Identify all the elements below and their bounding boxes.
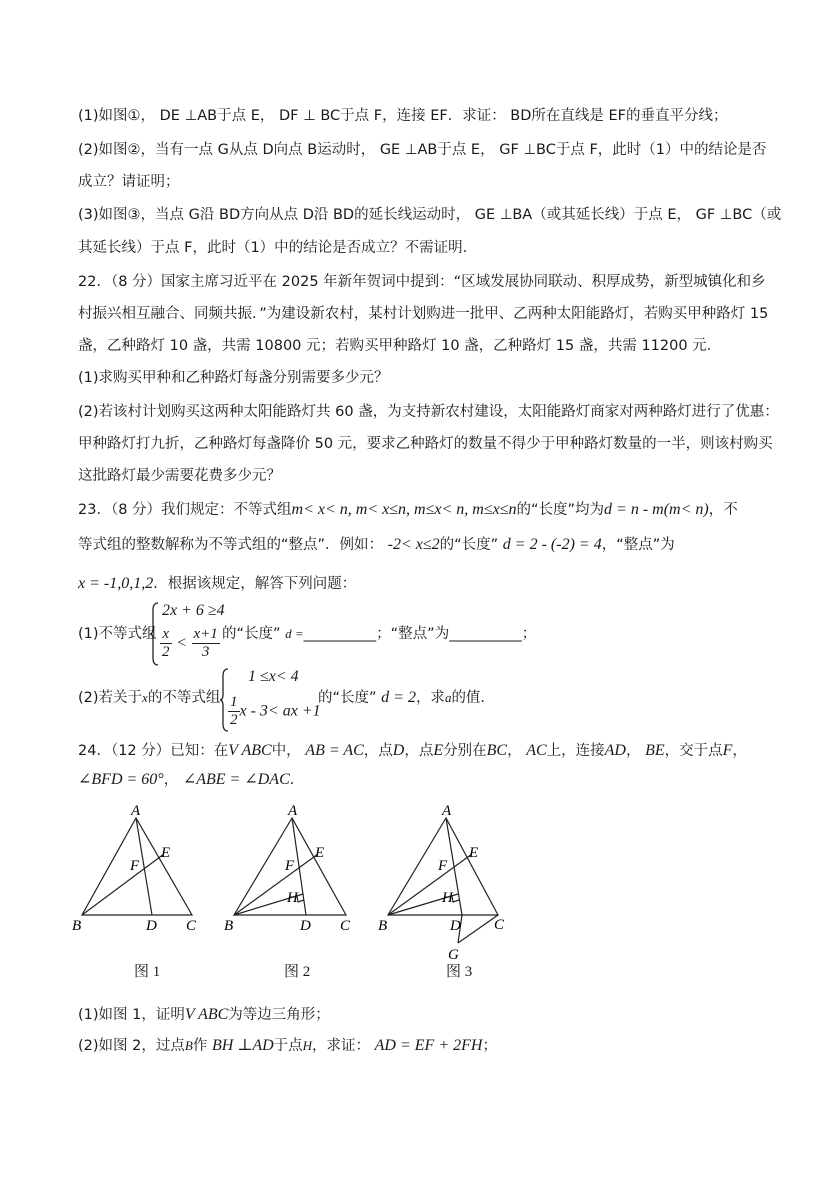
- fig2-label-c: C: [340, 918, 351, 934]
- fig3-label-h: H: [442, 890, 453, 906]
- q24-part2-b-point: B: [184, 1038, 193, 1053]
- q23-part2-end: 的值．: [451, 690, 495, 706]
- figure-3: [374, 802, 524, 962]
- q24-part1-b: 为等边三角形；: [228, 1007, 330, 1023]
- q24-angle-bfd: ∠BFD = 60°: [78, 771, 164, 788]
- q23-part2-frac: [228, 694, 240, 729]
- q23-instruction: ．根据该规定，解答下列问题：: [153, 576, 357, 592]
- q24-part2-at: 于点: [273, 1038, 303, 1054]
- q24-part2: [78, 1036, 497, 1056]
- punct: ，: [625, 743, 641, 759]
- q23-integer-points: x = -1,0,1,2: [78, 575, 154, 592]
- fig3-label-c: C: [494, 917, 505, 933]
- frac-numerator: x: [160, 626, 172, 644]
- q24-part1: [78, 1005, 330, 1025]
- frac-denominator: 3: [201, 644, 210, 660]
- q24-angle-abe: ∠ABE = ∠DAC: [182, 771, 290, 788]
- q24-be: BE: [645, 742, 665, 759]
- q23-part1: [78, 624, 157, 644]
- fig3-caption: 图 3: [446, 964, 473, 980]
- q23-example-points: ，“整点”为: [601, 537, 675, 553]
- fig2-label-f: F: [285, 858, 295, 874]
- fig2-label-e: E: [315, 845, 325, 861]
- q21-part1: (1)如图①， DE ⊥AB于点 E， DF ⊥ BC于点 F，连接 EF．求证： BD所在直线是 EF的垂直平分线；: [78, 108, 728, 124]
- q23-part1-label: (1)不等式组: [78, 626, 157, 642]
- fig3-label-e: E: [469, 845, 479, 861]
- less-than: <: [176, 634, 187, 652]
- q24-intro: 24．（12 分）已知：在: [78, 743, 229, 759]
- q23-head: 23．（8 分）我们规定：不等式组: [78, 502, 292, 518]
- q24-part2-make: 作: [192, 1038, 208, 1054]
- fig3-label-g: G: [448, 947, 459, 962]
- fig1-caption: 图 1: [134, 964, 161, 980]
- q23-part2-label-a: (2)若关于: [78, 690, 143, 706]
- q24-part1-a: (1)如图 1，证明: [78, 1007, 185, 1023]
- q24-point-f: F: [722, 742, 733, 759]
- q24-part2-a: (2)如图 2，过点: [78, 1038, 185, 1054]
- q24-point-label: ，点: [363, 743, 393, 759]
- q22-part1: (1)求购买甲种和乙种路灯每盏分别需要多少元？: [78, 370, 389, 386]
- q23-line3: [78, 574, 356, 594]
- punct: ；: [482, 1038, 497, 1054]
- q24-part2-h-point: H: [302, 1038, 313, 1053]
- q23-example: -2< x≤2: [387, 536, 440, 553]
- q21-part2-line1: (2)如图②，当有一点 G从点 D向点 B运动时， GE ⊥AB于点 E， GF ⊥BC于点 F，此时（1）中的结论是否: [78, 142, 767, 158]
- segment-be: [234, 854, 318, 915]
- fig2-label-a: A: [288, 803, 298, 819]
- fig1-label-d: D: [146, 918, 157, 934]
- q23-part1-frac2: [192, 626, 220, 661]
- q21-part2-line2: 成立？请证明；: [78, 174, 180, 190]
- q24-in: 中，: [271, 743, 301, 759]
- q23-part1-length-label: 的“长度”: [222, 626, 281, 642]
- frac-numerator: x+1: [193, 626, 218, 642]
- q22-line3: 盏，乙种路灯 10 盏，共需 10800 元；若购买甲种路灯 10 盏，乙种路灯 15 盏，共需 11200 元．: [78, 338, 722, 354]
- q23-example-intro: 等式组的整数解称为不等式组的“整点”．例如：: [78, 537, 384, 553]
- q24-ad: AD: [604, 742, 626, 759]
- q24-point-e: E: [433, 742, 444, 759]
- q23-part1-d: d =: [285, 626, 304, 641]
- right-angle-mark: [452, 896, 459, 902]
- q23-part2-rest: [318, 688, 495, 708]
- fig3-label-f: F: [438, 858, 448, 874]
- figure-1: [70, 802, 210, 942]
- q23-part1-rest: [222, 624, 536, 644]
- q23-part2-ineq2: x - 3< ax +1: [239, 702, 321, 720]
- q24-part2-equation: AD = EF + 2FH: [374, 1037, 483, 1054]
- q24-ac: AC: [526, 742, 547, 759]
- q24-intersect: ，交于点: [664, 743, 723, 759]
- fig2-label-h: H: [287, 890, 298, 906]
- punct: ；: [521, 626, 537, 642]
- q23-part2-ineq1: 1 ≤x< 4: [248, 668, 299, 685]
- q24-line2: [78, 770, 304, 790]
- q23-formula: d = n - m(m< n): [604, 501, 709, 518]
- q24-part2-prove: ，求证：: [312, 1038, 371, 1054]
- segment-be: [82, 854, 164, 915]
- q23-part1-points-label: ；“整点”为: [376, 626, 450, 642]
- q24-point-d: D: [392, 742, 405, 759]
- q23-part1-ineq1: 2x + 6 ≥4: [162, 602, 225, 619]
- fig2-label-b: B: [224, 918, 234, 934]
- q23-line2: [78, 535, 675, 555]
- brace-icon: [150, 602, 160, 666]
- q21-part3-line2: 其延长线）于点 F，此时（1）中的结论是否成立？不需证明．: [78, 240, 478, 256]
- punct: ，: [507, 743, 522, 759]
- var-x: x: [142, 690, 148, 705]
- q23-forms: m< x< n, m< x≤n, m≤x< n, m≤x≤n: [291, 501, 517, 518]
- q24-line1: [78, 741, 747, 761]
- punct: ，: [732, 743, 747, 759]
- q24-point-label-2: ，点: [404, 743, 434, 759]
- fig2-caption: 图 2: [284, 964, 311, 980]
- q23-example-length: 的“长度”: [439, 537, 499, 553]
- punct: ．: [289, 772, 305, 788]
- q22-part2-line3: 这批路灯最少需要花费多少元？: [78, 468, 281, 484]
- segment-be: [388, 854, 472, 915]
- q22-part2-line2: 甲种路灯打九折，乙种路灯每盏降价 50 元，要求乙种路灯的数量不得少于甲种路灯数量的一半，则该村购买: [78, 436, 773, 452]
- q22-line1: 22．（8 分）国家主席习近平在 2025 年新年贺词中提到：“区域发展协同联动、积厚成势，新型城镇化和乡: [78, 274, 766, 290]
- q23-example-calc: d = 2 - (-2) = 4: [502, 536, 602, 553]
- q24-connect: 上，连接: [546, 743, 605, 759]
- q24-bc: BC: [486, 742, 508, 759]
- answer-blank-points: __________: [449, 626, 522, 642]
- q23-mid: 的“长度”均为: [516, 502, 605, 518]
- q21-part3-line1: (3)如图③，当点 G沿 BD方向从点 D沿 BD的延长线运动时， GE ⊥BA（或其延长线）于点 E， GF ⊥BC（或: [78, 207, 782, 223]
- q24-triangle: V ABC: [228, 742, 272, 759]
- q23-part2-seek: ，求: [415, 690, 445, 706]
- segment-gc: [458, 915, 498, 943]
- q24-part1-triangle: V ABC: [184, 1006, 229, 1023]
- var-a: a: [444, 690, 452, 705]
- frac-denominator: 2: [230, 712, 238, 728]
- q23-part2-label-b: 的不等式组: [147, 690, 221, 706]
- figure-2: [222, 802, 362, 942]
- fig3-label-d: D: [450, 918, 461, 934]
- q23-part1-system: [150, 600, 230, 666]
- q24-on-label: 分别在: [443, 743, 487, 759]
- q22-part2-line1: (2)若该村计划购买这两种太阳能路灯共 60 盏，为支持新农村建设，太阳能路灯商家对两种路灯进行了优惠：: [78, 404, 779, 420]
- q23-part2-length-label: 的“长度”: [318, 690, 377, 706]
- fig1-label-c: C: [186, 918, 197, 934]
- frac-numerator: 1: [230, 694, 238, 710]
- fig3-label-a: A: [442, 803, 452, 819]
- q23-line1: [78, 500, 738, 520]
- q23-part2: [78, 688, 220, 708]
- q24-ab-eq-ac: AB = AC: [305, 742, 364, 759]
- q24-part2-perp: BH ⊥AD: [211, 1037, 274, 1054]
- q23-tail: ，不: [708, 502, 738, 518]
- fig2-label-d: D: [300, 918, 311, 934]
- frac-denominator: 2: [162, 644, 170, 660]
- fig1-label-f: F: [130, 858, 140, 874]
- punct: ，: [163, 772, 179, 788]
- fig3-label-b: B: [378, 918, 388, 934]
- answer-blank-length: __________: [303, 626, 377, 642]
- fig1-label-e: E: [161, 845, 171, 861]
- q23-part1-frac1: [160, 626, 172, 661]
- q22-line2: 村振兴相互融合、同频共振．”为建设新农村，某村计划购进一批甲、乙两种太阳能路灯，若购买甲种路灯 15: [78, 306, 769, 322]
- q23-part2-system: [220, 664, 320, 734]
- fig1-label-b: B: [72, 918, 82, 934]
- q23-part2-d: d = 2: [381, 689, 416, 706]
- fig1-label-a: A: [131, 803, 141, 819]
